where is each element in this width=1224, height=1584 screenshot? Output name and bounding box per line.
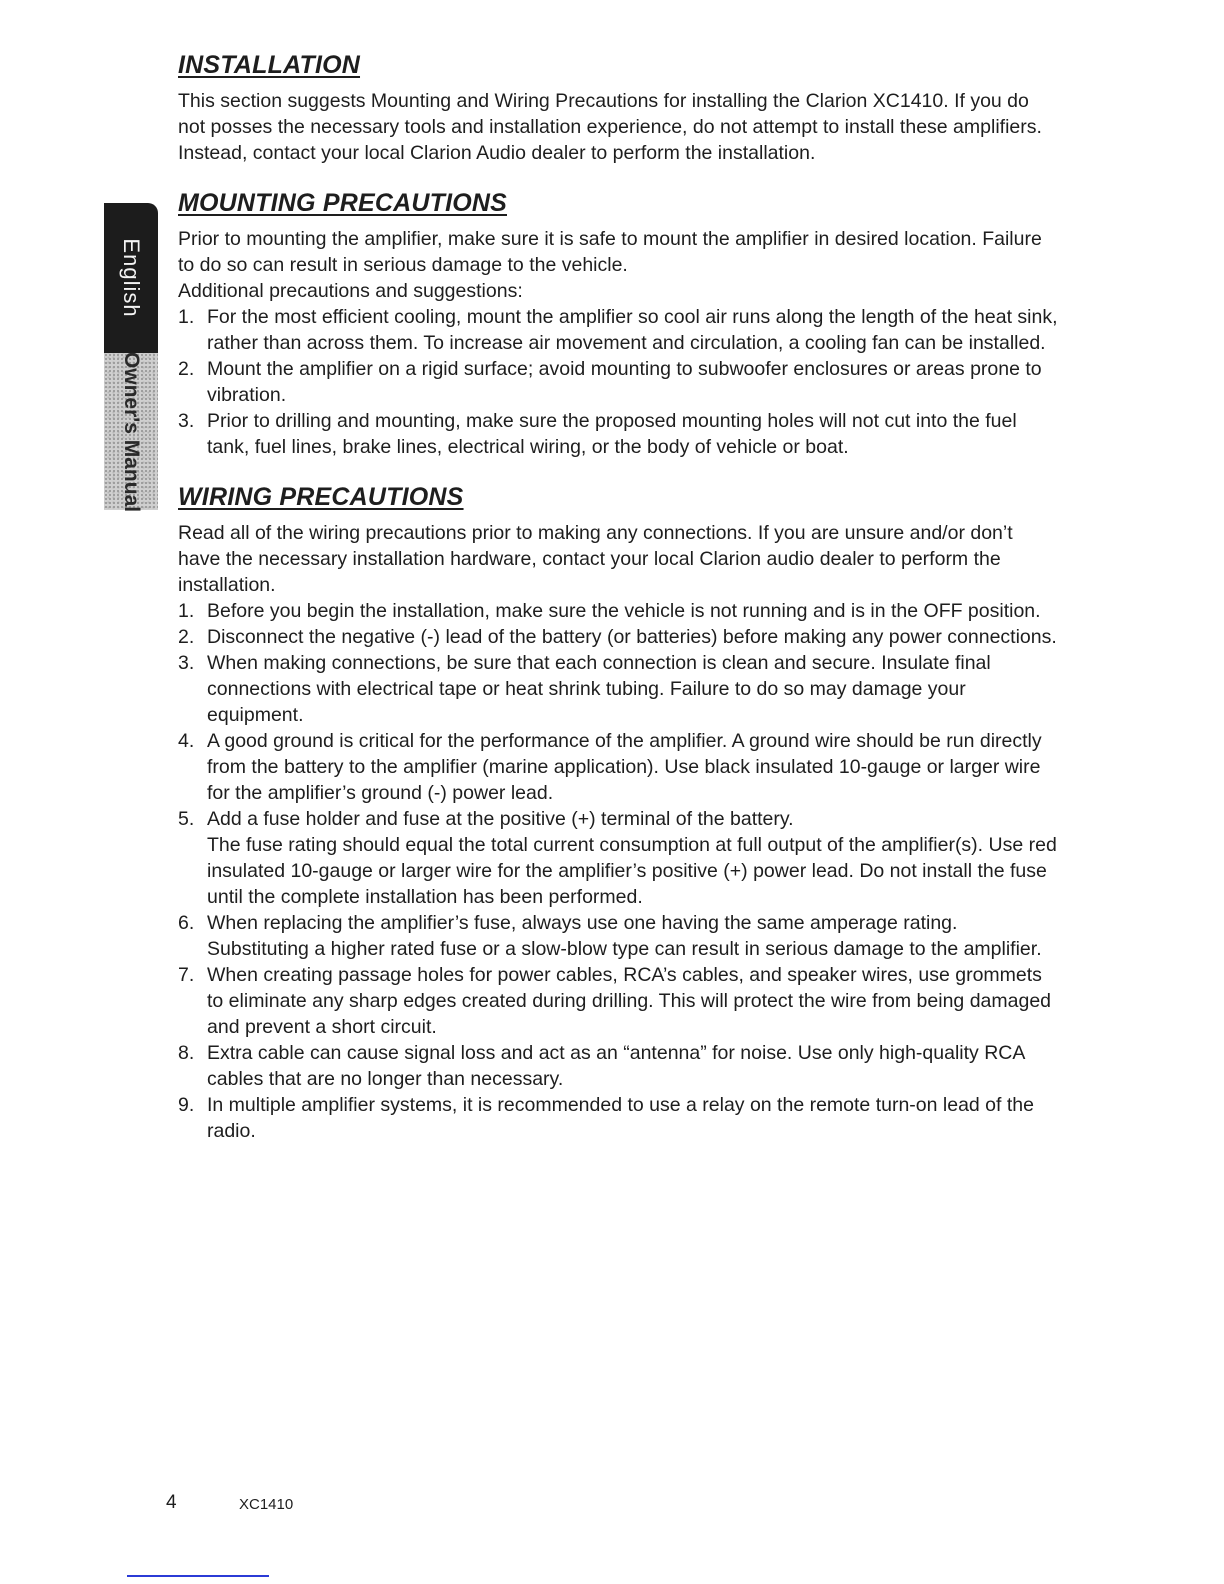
- list-text: When making connections, be sure that each connection is clean and secure. Insulate final connections with electrical tape or heat shrink tubing. Failure to do so may damage your equipment.: [207, 652, 991, 726]
- list-item: [178, 962, 1058, 1040]
- list-number: 2.: [178, 358, 195, 380]
- list-text: Add a fuse holder and fuse at the positive (+) terminal of the battery.: [207, 808, 794, 830]
- list-text-continued: The fuse rating should equal the total current consumption at full output of the amplifier(s). Use red insulated 10-gauge or larger wire for the amplifier’s positive (+) power lead. Do not install the fuse until the complete installation has been performed.: [207, 834, 1057, 908]
- list-item: [178, 304, 1058, 356]
- list-item: [178, 650, 1058, 728]
- list-number: 2.: [178, 626, 195, 648]
- installation-section: [178, 48, 1058, 166]
- list-item: [178, 910, 1058, 962]
- list-text: Disconnect the negative (-) lead of the battery (or batteries) before making any power connections.: [207, 626, 1057, 648]
- list-item: [178, 408, 1058, 460]
- mounting-list: [178, 304, 1058, 460]
- list-item: [178, 806, 1058, 910]
- wiring-heading: WIRING PRECAUTIONS: [178, 483, 464, 511]
- list-item: [178, 1092, 1058, 1144]
- list-text: Extra cable can cause signal loss and act as an “antenna” for noise. Use only high-quality RCA cables that are no longer than necessary.: [207, 1042, 1025, 1090]
- language-tab-label: English: [119, 238, 144, 318]
- footer-rule: [127, 1575, 269, 1577]
- list-text: Prior to drilling and mounting, make sure the proposed mounting holes will not cut into the fuel tank, fuel lines, brake lines, electrical wiring, or the body of vehicle or boat.: [207, 410, 1017, 458]
- list-number: 6.: [178, 912, 195, 934]
- mounting-heading: MOUNTING PRECAUTIONS: [178, 189, 507, 217]
- mounting-subintro: Additional precautions and suggestions:: [178, 280, 523, 302]
- page-content: [178, 48, 1058, 1144]
- list-number: 4.: [178, 730, 195, 752]
- list-text: A good ground is critical for the performance of the amplifier. A ground wire should be run directly from the battery to the amplifier (marine application). Use black insulated 10-gauge or larger wire for the amplifier’s ground (-) power lead.: [207, 730, 1042, 804]
- wiring-list: [178, 598, 1058, 1144]
- list-text: Before you begin the installation, make sure the vehicle is not running and is in the OFF position.: [207, 600, 1041, 622]
- list-text: When creating passage holes for power cables, RCA’s cables, and speaker wires, use grommets to eliminate any sharp edges created during drilling. This will protect the wire from being damaged and prevent a short circuit.: [207, 964, 1052, 1038]
- owners-manual-tab-label: Owner's Manual: [120, 351, 143, 512]
- list-item: [178, 356, 1058, 408]
- list-number: 3.: [178, 410, 195, 432]
- list-number: 9.: [178, 1094, 195, 1116]
- mounting-intro: Prior to mounting the amplifier, make sure it is safe to mount the amplifier in desired location. Failure to do so can result in serious damage to the vehicle.: [178, 228, 1042, 276]
- list-text: When replacing the amplifier’s fuse, always use one having the same amperage rating. Substituting a higher rated fuse or a slow-blow type can result in serious damage to the amplifier.: [207, 912, 1042, 960]
- side-tab: [104, 203, 158, 510]
- mounting-section: [178, 186, 1058, 460]
- wiring-intro: Read all of the wiring precautions prior to making any connections. If you are unsure and/or don’t have the necessary installation hardware, contact your local Clarion audio dealer to perform the installation.: [178, 522, 1013, 596]
- list-text: Mount the amplifier on a rigid surface; avoid mounting to subwoofer enclosures or areas prone to vibration.: [207, 358, 1042, 406]
- list-number: 7.: [178, 964, 195, 986]
- list-item: [178, 1040, 1058, 1092]
- list-number: 8.: [178, 1042, 195, 1064]
- page-number: 4: [166, 1492, 177, 1513]
- wiring-section: [178, 480, 1058, 1144]
- list-number: 3.: [178, 652, 195, 674]
- installation-heading: INSTALLATION: [178, 51, 361, 79]
- list-text: For the most efficient cooling, mount the amplifier so cool air runs along the length of the heat sink, rather than across them. To increase air movement and circulation, a cooling fan can be installed.: [207, 306, 1058, 354]
- list-item: [178, 728, 1058, 806]
- list-item: [178, 624, 1058, 650]
- list-number: 1.: [178, 306, 195, 328]
- list-number: 1.: [178, 600, 195, 622]
- model-number: XC1410: [239, 1496, 294, 1513]
- list-item: [178, 598, 1058, 624]
- list-text: In multiple amplifier systems, it is recommended to use a relay on the remote turn-on lead of the radio.: [207, 1094, 1034, 1142]
- installation-intro: This section suggests Mounting and Wiring Precautions for installing the Clarion XC1410. If you do not posses the necessary tools and installation experience, do not attempt to install these amplifiers. Instead, contact your local Clarion Audio dealer to perform the installation.: [178, 90, 1042, 164]
- language-tab: [104, 203, 158, 353]
- list-number: 5.: [178, 808, 195, 830]
- owners-manual-tab: [104, 353, 158, 510]
